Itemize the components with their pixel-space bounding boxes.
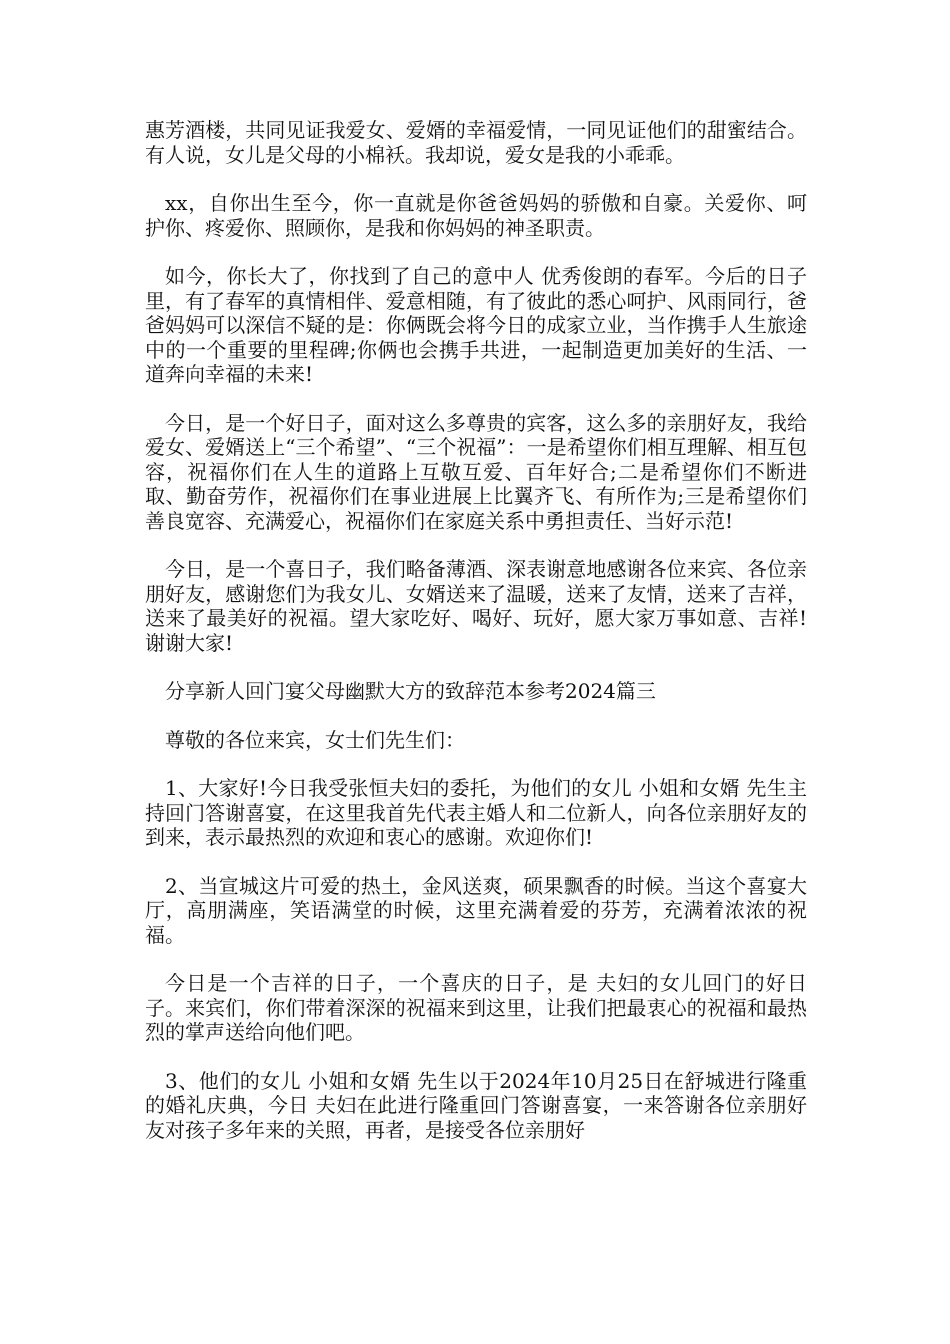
salutation: 尊敬的各位来宾，女士们先生们： xyxy=(165,727,465,752)
paragraph-item-3: 3、他们的女儿 小姐和女婿 先生以于2024年10月25日在舒城进行隆重的婚礼庆典，今日 夫妇在此进行隆重回门答谢喜宴，一来答谢各位亲朋好友对孩子多年来的关照，再者，是接受各位亲朋好 xyxy=(145,1068,807,1142)
paragraph-three-wishes: 今日，是一个好日子，面对这么多尊贵的宾客，这么多的亲朋好友，我给爱女、爱婿送上“三个希望”、“三个祝福”：一是希望你们相互理解、相互包容，祝福你们在人生的道路上互敬互爱、百年好合;二是希望你们不断进取、勤奋劳作，祝福你们在事业进展上比翼齐飞、有所作为;三是希望你们善良宽容、充满爱心，祝福你们在家庭关系中勇担责任、当好示范! xyxy=(145,410,807,533)
paragraph-item-2: 2、当宣城这片可爱的热土，金风送爽，硕果飘香的时候。当这个喜宴大厅，高朋满座，笑语满堂的时候，这里充满着爱的芬芳，充满着浓浓的祝福。 xyxy=(145,873,807,947)
paragraph-auspicious-day: 今日是一个吉祥的日子，一个喜庆的日子，是 夫妇的女儿回门的好日子。来宾们，你们带着深深的祝福来到这里，让我们把最衷心的祝福和最热烈的掌声送给向他们吧。 xyxy=(145,971,807,1044)
section-heading: 分享新人回门宴父母幽默大方的致辞范本参考2024篇三 xyxy=(165,679,656,703)
paragraph-continuation: 惠芳酒楼，共同见证我爱女、爱婿的幸福爱情，一同见证他们的甜蜜结合。有人说，女儿是父母的小棉袄。我却说，爱女是我的小乖乖。 xyxy=(145,118,807,167)
paragraph-since-birth: xx，自你出生至今，你一直就是你爸爸妈妈的骄傲和自豪。关爱你、呵护你、疼爱你、照顾你，是我和你妈妈的神圣职责。 xyxy=(145,191,807,240)
paragraph-grown-up: 如今，你长大了，你找到了自己的意中人 优秀俊朗的春军。今后的日子里，有了春军的真情相伴、爱意相随，有了彼此的悉心呵护、风雨同行，爸爸妈妈可以深信不疑的是：你俩既会将今日的成家立业，当作携手人生旅途中的一个重要的里程碑;你俩也会携手共进，一起制造更加美好的生活、一道奔向幸福的未来! xyxy=(145,264,807,386)
document-body xyxy=(145,118,807,1166)
paragraph-item-1: 1、大家好!今日我受张恒夫妇的委托，为他们的女儿 小姐和女婿 先生主持回门答谢喜宴，在这里我首先代表主婚人和二位新人，向各位亲朋好友的到来，表示最热烈的欢迎和衷心的感谢。欢迎你们! xyxy=(145,776,807,849)
paragraph-thanks: 今日，是一个喜日子，我们略备薄酒、深表谢意地感谢各位来宾、各位亲朋好友，感谢您们为我女儿、女婿送来了温暖，送来了友情，送来了吉祥，送来了最美好的祝福。望大家吃好、喝好、玩好，愿大家万事如意、吉祥!谢谢大家! xyxy=(145,557,807,655)
